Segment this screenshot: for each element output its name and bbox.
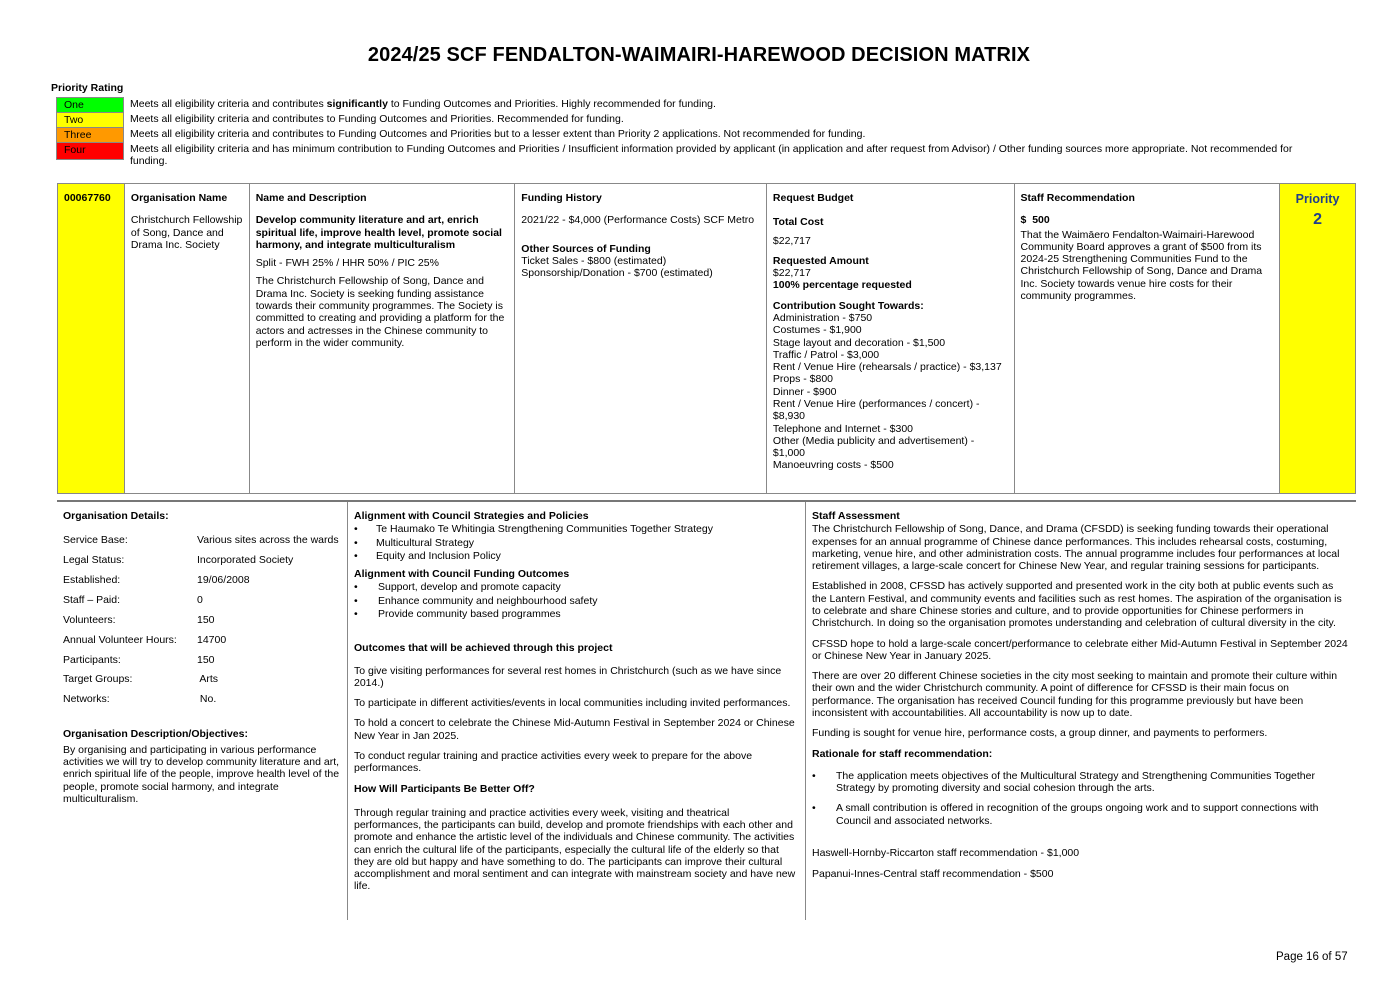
recommendation-text: That the Waimāero Fendalton-Waimairi-Harewood Community Board approves a grant of $500 from its 2024-25 Strengthening Communities Fund to the Christchurch Fellowship of Song, Dance and Drama Inc. Society towards venue hire costs for their community programmes. — [1020, 228, 1263, 302]
decision-matrix-row — [57, 183, 1356, 494]
alignment-column — [348, 502, 806, 920]
organisation-details-column — [57, 502, 348, 920]
rationale-heading: Rationale for staff recommendation: — [812, 747, 993, 760]
column-header: Staff Recommendation — [1020, 192, 1135, 204]
requested-amount-label: Requested Amount — [772, 254, 869, 267]
assessment-paragraph: Funding is sought for venue hire, performance costs, a group dinner, and payments to performers. — [812, 727, 1268, 740]
detail-row: Established: 19/06/2008 — [63, 574, 250, 587]
priority-description: Meets all eligibility criteria and contributes to Funding Outcomes and Priorities. Recommended for funding. — [130, 113, 624, 125]
contribution-item: Stage layout and decoration - $1,500 — [772, 336, 946, 349]
assessment-paragraph: CFSSD hope to hold a large-scale concert/performance to celebrate either Mid-Autumn Festival in September 2024 or Chinese New Year in January 2025. — [812, 637, 1348, 662]
priority-level-three — [56, 127, 1316, 142]
detail-row: Volunteers: 150 — [63, 613, 215, 626]
priority-cell — [1280, 184, 1355, 493]
funding-outcomes-list — [354, 581, 799, 620]
other-sources-heading: Other Sources of Funding — [521, 242, 651, 255]
strategies-heading: Alignment with Council Strategies and Policies — [354, 510, 589, 522]
list-item: • Multicultural Strategy — [354, 537, 799, 549]
total-cost-label: Total Cost — [772, 216, 824, 229]
list-item: • Support, develop and promote capacity — [354, 581, 799, 593]
assessment-paragraph: There are over 20 different Chinese societies in the city most seeking to maintain and promote their culture within their own and the wider Christchurch community. A point of difference for CFSSD is their main focus on performance. The organisation has received Council funding for this programme previously but have been inconsistent with accountabilities. All accountability is now up to date. — [812, 670, 1338, 719]
staff-assessment-column — [806, 502, 1356, 920]
detail-row: Target Groups: Arts — [63, 673, 219, 686]
organisation-name: Christchurch Fellowship of Song, Dance and Drama Inc. Society — [130, 214, 243, 251]
priority-level-one — [56, 97, 1316, 112]
priority-swatch: Three — [56, 127, 124, 142]
column-header: Funding History — [521, 192, 602, 204]
outcome-paragraph: To hold a concert to celebrate the Chinese Mid-Autumn Festival in September 2024 or Chinese New Year in Jan 2025. — [354, 717, 795, 742]
objectives-heading: Organisation Description/Objectives: — [63, 727, 248, 740]
priority-rating-legend — [56, 97, 1316, 168]
total-cost-value: $22,717 — [772, 234, 811, 247]
better-off-heading: How Will Participants Be Better Off? — [354, 782, 535, 795]
rationale-list — [812, 770, 1350, 827]
list-item: • Equity and Inclusion Policy — [354, 550, 799, 562]
list-item: • Enhance community and neighbourhood safety — [354, 595, 799, 607]
page-number: Page 16 of 57 — [1276, 951, 1348, 963]
detail-row: Annual Volunteer Hours: 14700 — [63, 633, 227, 646]
recommended-amount: $ 500 — [1020, 214, 1050, 227]
objectives-text: By organising and participating in various performance activities we will try to develop community literature and art, enrich spiritual life of the people, improve health level of the people, promote social harmony, and integrate multiculturalism. — [63, 743, 340, 805]
organisation-name-cell — [125, 184, 250, 493]
contribution-item: Other (Media publicity and advertisement) - $1,000 — [772, 434, 975, 460]
list-item: • The application meets objectives of the Multicultural Strategy and Strengthening Communities Together Strategy by promoting diversity and social cohesion through the arts. — [812, 770, 1350, 795]
priority-description: Meets all eligibility criteria and has minimum contribution to Funding Outcomes and Priorities / Insufficient information provided by applicant (in application and after request from Advisor) / Other funding sources more appropriate. Not recommended for funding. — [130, 143, 1293, 168]
priority-rating-heading: Priority Rating — [51, 82, 124, 94]
contribution-item: Telephone and Internet - $300 — [772, 422, 914, 435]
assessment-section — [57, 502, 1356, 920]
better-off-text: Through regular training and practice activities every week, visiting and theatrical performances, the participants can build, develop and promote friendships with each other and promote and enhance the artistic level of the individuals and Chinese community. The activities can enrich the cultural life of the participants, especially the cultural life of the elderly so that they are old but happy and have something to do. The participants can improve their cultural accomplishment and moral sentiment and can integrate with mainstream society and have new life. — [354, 806, 796, 893]
outcome-paragraph: To give visiting performances for several rest homes in Christchurch (such as we have since 2014.) — [354, 664, 782, 689]
staff-recommendation-cell — [1015, 184, 1281, 493]
contribution-item: Traffic / Patrol - $3,000 — [772, 348, 880, 361]
column-header: Request Budget — [772, 192, 854, 204]
assessment-paragraph: Established in 2008, CFSSD has actively supported and presented work in the city both at public events such as the Lantern Festival, and community events and facilities such as rest homes. The aspiration of the organisation is to celebrate and share Chinese stories and culture, and to provide opportunities for Chinese performers in Christchurch. In doing so the organisation promotes understanding and celebration of cultural diversity in the city. — [812, 580, 1342, 630]
contribution-item: Costumes - $1,900 — [772, 324, 862, 337]
achieved-outcomes-heading: Outcomes that will be achieved through this project — [354, 642, 613, 655]
project-title: Develop community literature and art, enrich spiritual life, improve health level, promote social harmony, and integrate multiculturalism — [255, 214, 502, 251]
other-source-item: Ticket Sales - $800 (estimated) — [521, 254, 667, 267]
list-item: • A small contribution is offered in recognition of the groups ongoing work and to support connections with Council and associated networks. — [812, 802, 1350, 827]
contribution-item: Manoeuvring costs - $500 — [772, 459, 894, 472]
priority-label: Priority — [1295, 192, 1340, 206]
detail-row: Legal Status: Incorporated Society — [63, 554, 294, 567]
other-ward-recommendation: Haswell-Hornby-Riccarton staff recommendation - $1,000 — [812, 846, 1080, 859]
detail-row: Service Base: Various sites across the wards — [63, 534, 339, 547]
priority-level-two — [56, 112, 1316, 127]
priority-description: Meets all eligibility criteria and contributes to Funding Outcomes and Priorities but to a lesser extent than Priority 2 applications. Not recommended for funding. — [130, 128, 866, 140]
requested-amount-value: $22,717 — [772, 267, 811, 280]
list-item: • Provide community based programmes — [354, 608, 799, 620]
page-title: 2024/25 SCF FENDALTON-WAIMAIRI-HAREWOOD DECISION MATRIX — [367, 44, 1031, 66]
contribution-item: Props - $800 — [772, 373, 834, 386]
description-cell — [250, 184, 516, 493]
contribution-item: Rent / Venue Hire (rehearsals / practice) - $3,137 — [772, 361, 1002, 374]
contribution-heading: Contribution Sought Towards: — [772, 299, 924, 312]
priority-level-four — [56, 142, 1316, 168]
priority-description: Meets all eligibility criteria and contributes significantly to Funding Outcomes and Priorities. Highly recommended for funding. — [130, 98, 716, 110]
application-id: 00067760 — [58, 184, 125, 493]
history-item: 2021/22 - $4,000 (Performance Costs) SCF Metro — [521, 214, 755, 227]
funding-history-cell — [515, 184, 767, 493]
contribution-item: Rent / Venue Hire (performances / concert) - $8,930 — [772, 397, 980, 423]
assessment-paragraph: The Christchurch Fellowship of Song, Dance, and Drama (CFSDD) is seeking funding towards their operational expenses for an annual programme of Chinese dance performances. This includes rehearsal costs, costuming, marketing, venue hire, and other administration costs. The annual programme includes four performances at local retirement villages, a large-scale concert for Chinese New Year, and regular training sessions for participants. — [812, 523, 1340, 573]
contribution-item: Dinner - $900 — [772, 385, 837, 398]
request-budget-cell — [767, 184, 1015, 493]
contribution-item: Administration - $750 — [772, 311, 873, 324]
list-item: • Te Haumako Te Whitingia Strengthening Communities Together Strategy — [354, 523, 799, 535]
priority-swatch: Four — [56, 142, 124, 160]
funding-outcomes-heading: Alignment with Council Funding Outcomes — [354, 568, 570, 581]
column-header: Organisation Name — [130, 192, 228, 204]
strategies-list — [354, 523, 799, 562]
column-header: Name and Description — [255, 192, 367, 204]
detail-row: Staff – Paid: 0 — [63, 593, 203, 606]
percentage-requested: 100% percentage requested — [772, 279, 912, 292]
funding-split: Split - FWH 25% / HHR 50% / PIC 25% — [255, 257, 439, 270]
org-details-heading: Organisation Details: — [63, 510, 169, 522]
staff-assessment-heading: Staff Assessment — [812, 510, 900, 522]
priority-value: 2 — [1313, 210, 1322, 228]
priority-swatch: One — [56, 97, 124, 112]
outcome-paragraph: To conduct regular training and practice activities every week to prepare for the above performances. — [354, 749, 753, 775]
detail-row: Participants: 150 — [63, 653, 215, 666]
project-description: The Christchurch Fellowship of Song, Dance and Drama Inc. Society is seeking funding assistance towards their community programmes. The Society is committed to creating and providing a platform for the actors and actresses in the Chinese community to perform in the wider community. — [255, 275, 505, 349]
detail-row: Networks: No. — [63, 693, 217, 706]
outcome-paragraph: To participate in different activities/events in local communities including invited performances. — [354, 697, 791, 710]
priority-swatch: Two — [56, 112, 124, 127]
other-source-item: Sponsorship/Donation - $700 (estimated) — [521, 267, 713, 280]
other-ward-recommendation: Papanui-Innes-Central staff recommendation - $500 — [812, 868, 1054, 881]
